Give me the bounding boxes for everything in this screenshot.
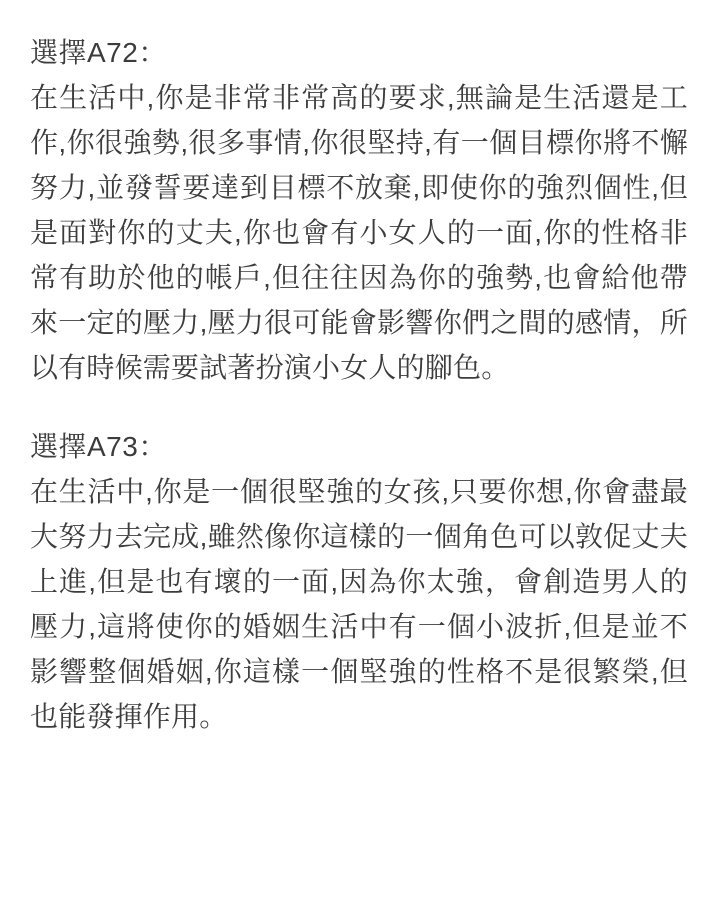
text-block-a72 [30,30,688,390]
section-body-a72: 在生活中,你是非常非常高的要求,無論是生活還是工作,你很強勢,很多事情,你很堅持,有一個目標你將不懈努力,並發誓要達到目標不放棄,即使你的強烈個性,但是面對你的丈夫,你也會有小女人的一面,你的性格非常有助於他的帳戶,但往往因為你的強勢,也會給他帶來一定的壓力,壓力很可能會影響你們之間的感情，所以有時候需要試著扮演小女人的腳色。 [30,82,688,383]
section-heading-a72: 選擇A72： [30,37,167,68]
section-body-a73: 在生活中,你是一個很堅強的女孩,只要你想,你會盡最大努力去完成,雖然像你這樣的一個角色可以敦促丈夫上進,但是也有壞的一面,因為你太強，會創造男人的壓力,這將使你的婚姻生活中有一個小波折,但是並不影響整個婚姻,你這樣一個堅強的性格不是很繁榮,但也能發揮作用。 [30,476,688,732]
section-heading-a73: 選擇A73： [30,431,167,462]
text-block-a73 [30,424,688,739]
